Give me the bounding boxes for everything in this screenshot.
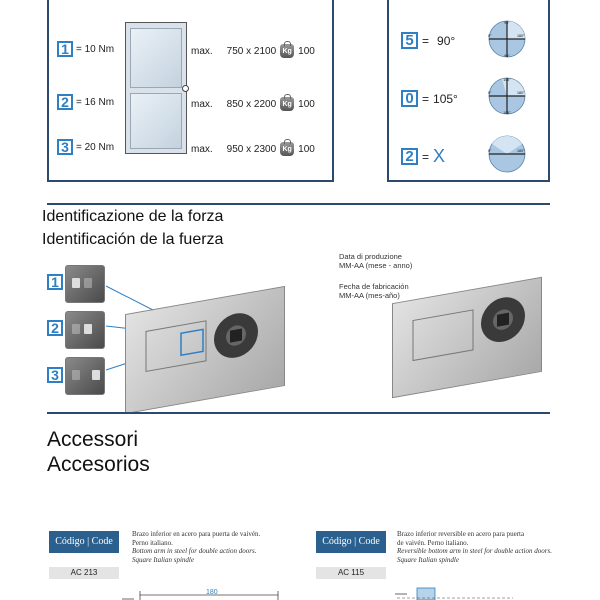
accessories-title-it: Accessori [47,428,139,451]
dial-label-bottom: 105° [503,111,511,115]
product-description-2 [397,530,552,564]
desc-en-line2: Square Italian spindle [397,555,459,564]
angle-row-1 [401,32,455,49]
angle-dial-free-icon [487,134,527,174]
desc-es-line1: Brazo inferior reversible en acero para puerta [397,530,525,538]
product-description-1 [132,530,260,564]
max-size-row-3 [191,142,315,156]
force-marker: 1 [47,274,63,290]
max-dimensions: 850 x 2200 [226,98,277,110]
dial-label-right: 180° [517,149,525,153]
desc-en-line1: Reversible bottom arm in steel for double action doors. [397,547,552,555]
angle-row-3 [401,146,445,167]
desc-en-line1: Bottom arm in steel for double action doors. [132,547,257,555]
force-value: = 16 Nm [76,96,115,108]
max-dimensions: 950 x 2300 [226,143,277,155]
production-note-it [339,252,412,270]
dial-label-bottom: 90° [504,54,510,58]
force-row-1 [57,41,114,57]
dial-label-left: 0° [488,91,492,95]
door-lower-pane [130,93,182,149]
dial-label-left: 0° [488,149,492,153]
force-section-title-it: Identificazione de la forza [42,208,224,225]
force-value: = 10 Nm [76,43,115,55]
door-handle-icon [182,85,189,92]
dial-label-right: 180° [517,91,525,95]
dimension-line-drawing [120,588,290,600]
angle-dial-105-icon [487,76,527,116]
force-section-title-es: Identificación de la fuerza [42,231,224,248]
production-note-es-line2: MM-AA (mes-año) [339,291,400,300]
force-marker: 3 [47,367,63,383]
dimension-label: 180 [206,589,218,596]
max-label: max. [191,143,213,155]
force-value: = 20 Nm [76,141,115,153]
force-row-3 [57,139,114,155]
no-stop-x-icon: X [433,146,446,166]
angle-value: 105° [433,91,458,106]
angle-equals: = [422,33,430,48]
weight-icon: Kg [280,44,294,58]
weight-icon: Kg [280,97,294,111]
production-note-it-line2: MM-AA (mese - anno) [339,261,413,270]
max-weight: 100 [298,98,315,110]
dial-label-left: 0° [488,34,492,38]
accessories-title-es: Accesorios [47,453,150,476]
section-divider [47,203,550,205]
angle-number-box: 0 [401,90,418,107]
desc-en-line2: Square Italian spindle [132,555,194,564]
section-divider [47,412,550,414]
angle-value: 90° [437,33,456,48]
angle-dial-90-icon [487,19,527,59]
code-header-badge: Código | Code [316,531,386,553]
angle-equals: = [422,149,430,164]
angle-equals: = [422,91,430,106]
max-label: max. [191,98,213,110]
force-panel [47,0,334,182]
max-dimensions: 750 x 2100 [226,45,277,57]
angle-panel [387,0,550,182]
weight-icon: Kg [280,142,294,156]
production-note-it-line1: Data di produzione [339,252,402,261]
force-number-box: 3 [57,139,73,155]
force-indicator-photo-3 [65,357,105,395]
product-code: AC 115 [316,567,386,579]
force-marker: 2 [47,320,63,336]
product-code: AC 213 [49,567,119,579]
force-number-box: 2 [57,94,73,110]
floor-spring-photo-2 [392,277,542,398]
force-number-box: 1 [57,41,73,57]
desc-es-line2: Perno italiano. [132,538,173,547]
max-weight: 100 [298,143,315,155]
desc-es-line1: Brazo inferior en acero para puerta de vaivén. [132,530,261,538]
dial-label-top: 105° [503,78,511,82]
dial-label-right: 180° [517,34,525,38]
max-label: max. [191,45,213,57]
door-upper-pane [130,28,182,88]
max-size-row-1 [191,44,315,58]
force-indicator-photo-2 [65,311,105,349]
door-illustration [125,22,187,154]
force-row-2 [57,94,114,110]
max-weight: 100 [298,45,315,57]
arm-drawing [395,584,515,600]
force-indicator-photo-1 [65,265,105,303]
production-note-es-line1: Fecha de fabricación [339,282,409,291]
angle-row-2 [401,90,458,107]
dial-label-top: 90° [504,21,510,25]
angle-number-box: 2 [401,148,418,165]
desc-es-line2: de vaivén. Perno italiano. [397,538,469,547]
code-header-badge: Código | Code [49,531,119,553]
angle-number-box: 5 [401,32,418,49]
max-size-row-2 [191,97,315,111]
production-note-es [339,282,409,300]
